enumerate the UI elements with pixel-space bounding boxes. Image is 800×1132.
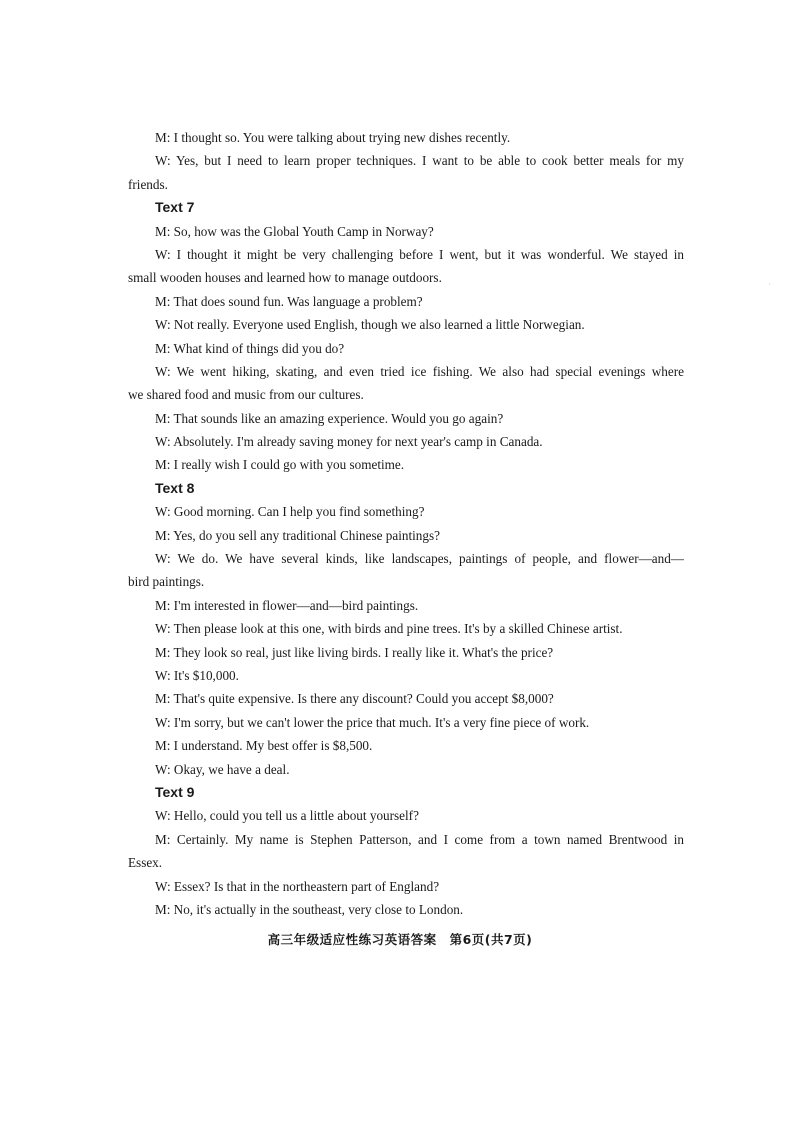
dialogue-line: M: I'm interested in flower—and—bird paintings. bbox=[155, 597, 419, 613]
dialogue-line: M: That's quite expensive. Is there any discount? Could you accept $8,000? bbox=[155, 691, 554, 707]
dialogue-line: W: We went hiking, skating, and even tried ice fishing. We also had special evenings where bbox=[155, 363, 684, 379]
dialogue-line: W: Yes, but I need to learn proper techniques. I want to be able to cook better meals for my bbox=[155, 153, 684, 169]
page-footer: 高三年级适应性练习英语答案 第6页(共7页) bbox=[267, 932, 533, 947]
dialogue-line: M: That sounds like an amazing experience. Would you go again? bbox=[155, 410, 504, 426]
dialogue-line: M: I thought so. You were talking about trying new dishes recently. bbox=[155, 130, 511, 145]
scan-speck: · bbox=[768, 280, 771, 289]
dialogue-line: W: I'm sorry, but we can't lower the price that much. It's a very fine piece of work. bbox=[155, 714, 590, 730]
dialogue-line: W: Then please look at this one, with birds and pine trees. It's by a skilled Chinese artist. bbox=[155, 621, 623, 637]
section-heading-text-7: Text 7 bbox=[155, 199, 195, 216]
dialogue-line-continuation: bird paintings. bbox=[128, 574, 205, 590]
dialogue-line-continuation: friends. bbox=[128, 176, 168, 192]
dialogue-line: W: Good morning. Can I help you find something? bbox=[155, 504, 425, 520]
dialogue-line: W: Hello, could you tell us a little about yourself? bbox=[155, 808, 419, 824]
dialogue-line: M: What kind of things did you do? bbox=[155, 340, 345, 356]
dialogue-line: W: It's $10,000. bbox=[155, 667, 239, 683]
dialogue-line: M: Certainly. My name is Stephen Patterson, and I come from a town named Brentwood in bbox=[155, 831, 684, 847]
dialogue-line-continuation: Essex. bbox=[128, 855, 163, 871]
section-heading-text-9: Text 9 bbox=[155, 783, 195, 800]
dialogue-line: M: I really wish I could go with you sometime. bbox=[155, 457, 405, 473]
dialogue-line: M: That does sound fun. Was language a problem? bbox=[155, 293, 423, 309]
dialogue-line: M: No, it's actually in the southeast, very close to London. bbox=[155, 901, 464, 917]
dialogue-line-continuation: we shared food and music from our cultures. bbox=[128, 387, 364, 403]
dialogue-line: W: Absolutely. I'm already saving money for next year's camp in Canada. bbox=[155, 434, 543, 450]
dialogue-line-continuation: small wooden houses and learned how to manage outdoors. bbox=[128, 270, 442, 286]
dialogue-line: W: I thought it might be very challenging before I went, but it was wonderful. We stayed in bbox=[155, 246, 684, 262]
transcript-body bbox=[128, 126, 684, 921]
section-heading-text-8: Text 8 bbox=[155, 479, 195, 496]
dialogue-line: W: Essex? Is that in the northeastern part of England? bbox=[155, 878, 440, 894]
dialogue-line: W: Not really. Everyone used English, though we also learned a little Norwegian. bbox=[155, 317, 585, 333]
dialogue-line: W: We do. We have several kinds, like landscapes, paintings of people, and flower—and— bbox=[155, 551, 684, 567]
dialogue-line: M: They look so real, just like living birds. I really like it. What's the price? bbox=[155, 644, 554, 660]
dialogue-line: M: So, how was the Global Youth Camp in Norway? bbox=[155, 223, 434, 239]
dialogue-line: M: Yes, do you sell any traditional Chinese paintings? bbox=[155, 527, 440, 543]
dialogue-line: M: I understand. My best offer is $8,500. bbox=[155, 738, 373, 754]
dialogue-line: W: Okay, we have a deal. bbox=[155, 761, 290, 777]
